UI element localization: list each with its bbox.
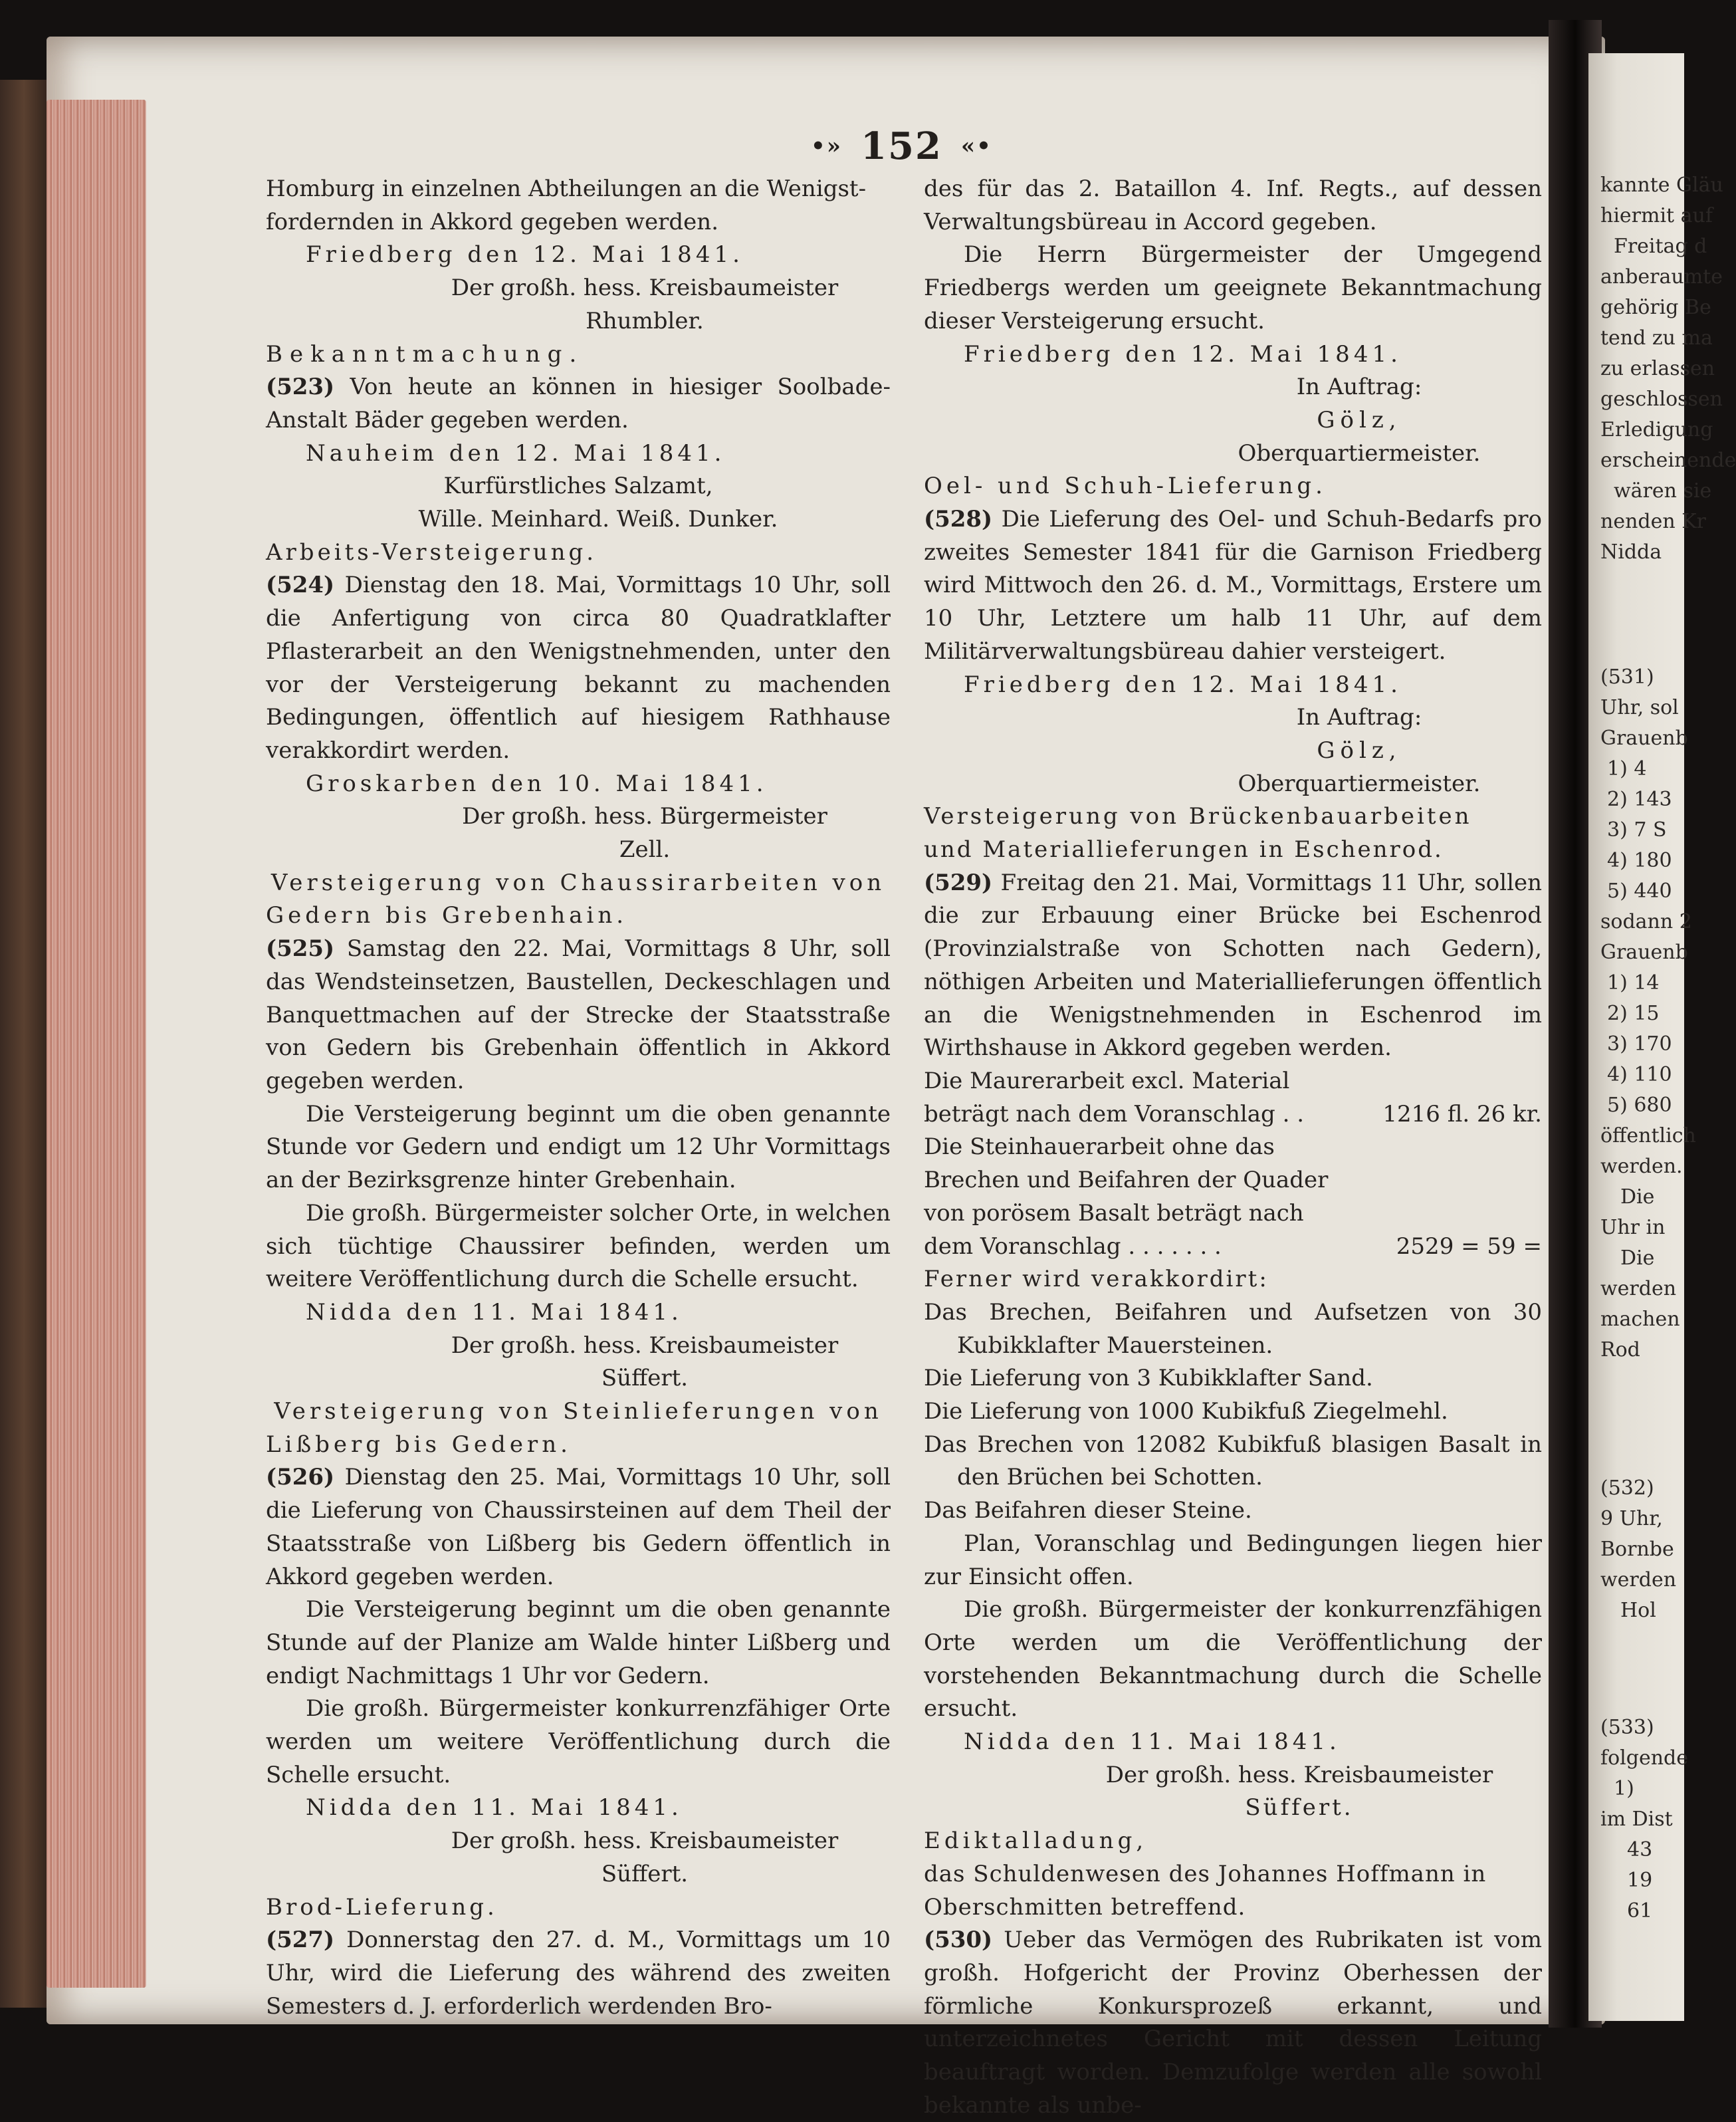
- cost-amount: 1216 fl. 26 kr.: [1382, 1100, 1542, 1127]
- signature-name: Süffert.: [1245, 1794, 1354, 1822]
- notice-text: Dienstag den 18. Mai, Vormittags 10 Uhr, soll die Anfertigung von circa 80 Quadratklafter Pflasterarbeit an den Wenigstnehmenden, unter den vor der Versteigerung bekannt zu machenden Bedingungen, öffentlich auf hiesigem Rathhause verakkordirt werden.: [266, 572, 891, 764]
- next-page-fragment: Die: [1620, 1185, 1655, 1209]
- notice-530: [924, 1924, 1542, 2122]
- list-item: Das Brechen von 12082 Kubikfuß blasigen Basalt in den Brüchen bei Schotten.: [924, 1431, 1542, 1491]
- next-page-fragment: erscheinende: [1600, 449, 1736, 472]
- next-page-fragment: hiermit auf: [1600, 204, 1713, 227]
- notice-paragraph: Plan, Voranschlag und Bedingungen liegen hier zur Einsicht offen.: [924, 1530, 1542, 1590]
- next-page-fragment: (532): [1600, 1476, 1654, 1500]
- cost-label: Die Steinhauerarbeit ohne das Brechen und Beifahren der Quader von porösem Basalt beträgt nach dem Voranschlag . . . . . . .: [924, 1133, 1329, 1260]
- signature-name: Süffert.: [601, 1365, 689, 1392]
- notice-524: [266, 569, 891, 767]
- next-page-fragment: Uhr in: [1600, 1216, 1666, 1239]
- notice-number: (524): [266, 572, 335, 599]
- next-page-fragment: werden: [1600, 1568, 1677, 1592]
- next-page-fragment: zu erlassen: [1600, 357, 1715, 380]
- ornament-left: •»: [811, 133, 842, 160]
- page-header: [811, 123, 992, 170]
- signature-names: Wille. Meinhard. Weiß. Dunker.: [418, 506, 778, 533]
- cost-label: Die Maurerarbeit excl. Material beträgt nach dem Voranschlag . .: [924, 1067, 1305, 1127]
- next-page-fragment: machen: [1600, 1308, 1680, 1331]
- next-page-fragment: 3) 7 S: [1607, 818, 1667, 842]
- next-page-fragment: sodann 2: [1600, 910, 1692, 933]
- next-page-fragment: Hol: [1620, 1599, 1656, 1622]
- notice-title: Oberschmitten betreffend.: [924, 1893, 1246, 1921]
- notice-text: Samstag den 22. Mai, Vormittags 8 Uhr, soll das Wendsteinsetzen, Baustellen, Deckeschlagen und Banquettmachen auf der Strecke der Staatsstraße von Gedern bis Grebenhain öffentlich in Akkord gegeben werden.: [266, 935, 891, 1094]
- next-page-fragment: 2) 15: [1607, 1002, 1660, 1025]
- signature-title: Der großh. hess. Bürgermeister: [462, 803, 827, 830]
- notice-title: Versteigerung von Chaussirarbeiten von Gedern bis Grebenhain.: [266, 869, 886, 929]
- cost-row: [924, 1131, 1542, 1263]
- place-date: Friedberg den 12. Mai 1841.: [964, 340, 1402, 368]
- page-number: 152: [860, 124, 942, 168]
- next-page-fragment: 61: [1627, 1899, 1653, 1923]
- next-page-fragment: 5) 440: [1607, 880, 1672, 903]
- notice-528: [924, 503, 1542, 669]
- notice-title: und Materiallieferungen in Eschenrod.: [924, 836, 1444, 864]
- next-page-fragment: 3) 170: [1607, 1032, 1672, 1056]
- place-date: Groskarben den 10. Mai 1841.: [306, 770, 768, 797]
- notice-number: (526): [266, 1464, 335, 1491]
- next-page-fragment: anberaumte: [1600, 265, 1723, 289]
- signature-name: Süffert.: [601, 1860, 689, 1887]
- place-date: Nidda den 11. Mai 1841.: [306, 1298, 683, 1326]
- next-page-fragment: tend zu ma: [1600, 326, 1713, 350]
- notice-title: Brod-Lieferung.: [266, 1893, 498, 1921]
- next-page-fragment: werden: [1600, 1277, 1677, 1300]
- notice-title: Versteigerung von Brückenbauarbeiten: [924, 803, 1472, 830]
- signature-line: In Auftrag:: [1296, 374, 1422, 401]
- notice-525: [266, 933, 891, 1098]
- next-page-fragment: Grauenb: [1600, 941, 1688, 964]
- next-page-fragment: 1) 14: [1607, 971, 1660, 995]
- signature-title: Der großh. hess. Kreisbaumeister: [451, 275, 839, 302]
- continuation-text: des für das 2. Bataillon 4. Inf. Regts., auf dessen Verwaltungsbüreau in Accord gegeben.: [924, 176, 1542, 235]
- next-page-fragment: (531): [1600, 665, 1654, 689]
- next-page-fragment: 4) 180: [1607, 849, 1672, 872]
- signature-name: Rhumbler.: [586, 307, 704, 334]
- notice-529: [924, 867, 1542, 1065]
- left-column: [266, 173, 891, 2023]
- signature-name: Gölz,: [1317, 737, 1402, 764]
- signature-title: Oberquartiermeister.: [1238, 770, 1481, 797]
- subheading: Ferner wird verakkordirt:: [924, 1266, 1269, 1293]
- notice-523: [266, 371, 891, 437]
- signature-title: Der großh. hess. Kreisbaumeister: [451, 1827, 839, 1855]
- next-page-fragment: 4) 110: [1607, 1063, 1672, 1086]
- next-page-fragment: geschlossen: [1600, 388, 1723, 411]
- notice-paragraph: Die großh. Bürgermeister konkurrenzfähiger Orte werden um weitere Veröffentlichung durch die Schelle ersucht.: [266, 1695, 891, 1788]
- cost-row: [924, 1065, 1542, 1131]
- notice-title: Oel- und Schuh-Lieferung.: [924, 473, 1327, 500]
- continuation-line: fordernden in Akkord gegeben werden.: [266, 208, 718, 235]
- notice-paragraph: Die Versteigerung beginnt um die oben genannte Stunde vor Gedern und endigt um 12 Uhr Vormittags an der Bezirksgrenze hinter Grebenhain.: [266, 1100, 891, 1194]
- notice-paragraph: Die Herrn Bürgermeister der Umgegend Friedbergs werden um geeignete Bekanntmachung dieser Versteigerung ersucht.: [924, 241, 1542, 334]
- next-page-fragment: 2) 143: [1607, 788, 1672, 811]
- next-page-edge: [1588, 53, 1736, 2021]
- signature-title: Oberquartiermeister.: [1238, 439, 1481, 467]
- notice-title: Arbeits-Versteigerung.: [266, 538, 597, 566]
- notice-text: Freitag den 21. Mai, Vormittags 11 Uhr, sollen die zur Erbauung einer Brücke bei Eschenrod (Provinzialstraße von Schotten nach Gedern), nöthigen Arbeiten und Materiallieferungen öffentlich an die Wenigstnehmenden in Eschenrod im Wirthshause in Akkord gegeben werden.: [924, 869, 1543, 1062]
- notice-527: [266, 1924, 891, 2023]
- list-item: Das Beifahren dieser Steine.: [924, 1497, 1252, 1524]
- next-page-fragment: im Dist: [1600, 1808, 1673, 1831]
- notice-paragraph: Die großh. Bürgermeister der konkurrenzfähigen Orte werden um die Veröffentlichung der vorstehenden Bekanntmachung durch die Schelle ersucht.: [924, 1596, 1542, 1722]
- notice-number: (527): [266, 1927, 335, 1954]
- signature-name: Gölz,: [1317, 406, 1402, 433]
- list-item: Die Lieferung von 1000 Kubikfuß Ziegelmehl.: [924, 1398, 1448, 1425]
- next-page-fragment: Uhr, sol: [1600, 696, 1679, 719]
- notice-text: Von heute an können in hiesiger Soolbade-Anstalt Bäder gegeben werden.: [266, 374, 891, 433]
- signature-name: Zell.: [619, 836, 671, 864]
- list-item: Die Lieferung von 3 Kubikklafter Sand.: [924, 1365, 1373, 1392]
- next-page-fragment: wären sie: [1614, 479, 1712, 503]
- notice-title: Ediktalladung,: [924, 1827, 1148, 1855]
- place-date: Nidda den 11. Mai 1841.: [964, 1728, 1341, 1756]
- next-page-fragment: Nidda: [1600, 540, 1662, 564]
- place-date: Nauheim den 12. Mai 1841.: [306, 439, 726, 467]
- page-edges: [47, 100, 146, 1988]
- continuation-line: Homburg in einzelnen Abtheilungen an die Wenigst-: [266, 176, 867, 202]
- place-date: Nidda den 11. Mai 1841.: [306, 1794, 683, 1822]
- notice-paragraph: Die großh. Bürgermeister solcher Orte, in welchen sich tüchtige Chaussirer befinden, werden um weitere Veröffentlichung durch die Schelle ersucht.: [266, 1199, 891, 1293]
- next-page-fragment: öffentlich: [1600, 1124, 1696, 1147]
- place-date: Friedberg den 12. Mai 1841.: [306, 241, 744, 269]
- next-page-fragment: 9 Uhr,: [1600, 1507, 1663, 1530]
- notice-text: Ueber das Vermögen des Rubrikaten ist vom großh. Hofgericht der Provinz Oberhessen der förmliche Konkursprozeß erkannt, und unterzeichnetes Gericht mit dessen Leitung beauftragt worden. Demzufolge werden alle sowohl bekannte als unbe-: [924, 1927, 1542, 2119]
- next-page-fragment: nenden Kr: [1600, 510, 1706, 533]
- notice-number: (529): [924, 869, 993, 896]
- next-page-fragment: 19: [1627, 1869, 1653, 1892]
- ornament-right: «•: [960, 133, 992, 160]
- notice-526: [266, 1461, 891, 1593]
- next-page-fragment: 5) 680: [1607, 1094, 1672, 1117]
- next-page-fragment: (533): [1600, 1716, 1654, 1739]
- next-page-fragment: Die: [1620, 1246, 1655, 1270]
- notice-number: (525): [266, 935, 335, 963]
- next-page-fragment: werden.: [1600, 1155, 1683, 1178]
- next-page-fragment: Bornbe: [1600, 1538, 1674, 1561]
- notice-paragraph: Die Versteigerung beginnt um die oben genannte Stunde auf der Planize am Walde hinter Lißberg und endigt Nachmittags 1 Uhr vor Gedern.: [266, 1596, 891, 1689]
- next-page-fragment: Erledigung: [1600, 418, 1713, 441]
- next-page-fragment: Freitag d: [1614, 235, 1707, 258]
- notice-title: Versteigerung von Steinlieferungen von Lißberg bis Gedern.: [266, 1398, 883, 1458]
- notice-title: Bekanntmachung.: [266, 340, 584, 368]
- book-cover-edge: [0, 80, 53, 2008]
- notice-number: (528): [924, 506, 993, 533]
- signature-title: Der großh. hess. Kreisbaumeister: [451, 1332, 839, 1359]
- next-page-fragment: kannte Gläu: [1600, 174, 1723, 197]
- place-date: Friedberg den 12. Mai 1841.: [964, 671, 1402, 698]
- signature-title: Der großh. hess. Kreisbaumeister: [1105, 1761, 1493, 1788]
- cost-amount: 2529 = 59 =: [1396, 1233, 1542, 1260]
- next-page-fragment: 43: [1627, 1838, 1653, 1861]
- signature-authority: Kurfürstliches Salzamt,: [443, 473, 713, 500]
- notice-number: (530): [924, 1927, 993, 1954]
- next-page-fragment: Rod: [1600, 1338, 1640, 1361]
- notice-text: Donnerstag den 27. d. M., Vormittags um 10 Uhr, wird die Lieferung des während des zweiten Semesters d. J. erforderlich werdenden Bro-: [266, 1927, 891, 2020]
- next-page-fragment: Grauenb: [1600, 727, 1688, 750]
- next-page-fragment: gehörig Be: [1600, 296, 1711, 319]
- next-page-fragment: 1) 4: [1607, 757, 1647, 780]
- notice-text: Die Lieferung des Oel- und Schuh-Bedarfs pro zweites Semester 1841 für die Garnison Friedberg wird Mittwoch den 26. d. M., Vormittags, Erstere um 10 Uhr, Letztere um halb 11 Uhr, auf dem Militärverwaltungsbüreau dahier versteigert.: [924, 506, 1542, 665]
- notice-text: Dienstag den 25. Mai, Vormittags 10 Uhr, soll die Lieferung von Chaussirsteinen auf dem Theil der Staatsstraße von Lißberg bis Gedern öffentlich in Akkord gegeben werden.: [266, 1464, 891, 1590]
- notice-title: das Schuldenwesen des Johannes Hoffmann in: [924, 1860, 1487, 1887]
- right-column: [924, 173, 1542, 2122]
- notice-number: (523): [266, 374, 335, 401]
- next-page-fragment: 1): [1614, 1777, 1634, 1800]
- list-item: Das Brechen, Beifahren und Aufsetzen von 30 Kubikklafter Mauersteinen.: [924, 1298, 1542, 1359]
- next-page-fragment: folgende: [1600, 1746, 1688, 1770]
- signature-line: In Auftrag:: [1296, 704, 1422, 731]
